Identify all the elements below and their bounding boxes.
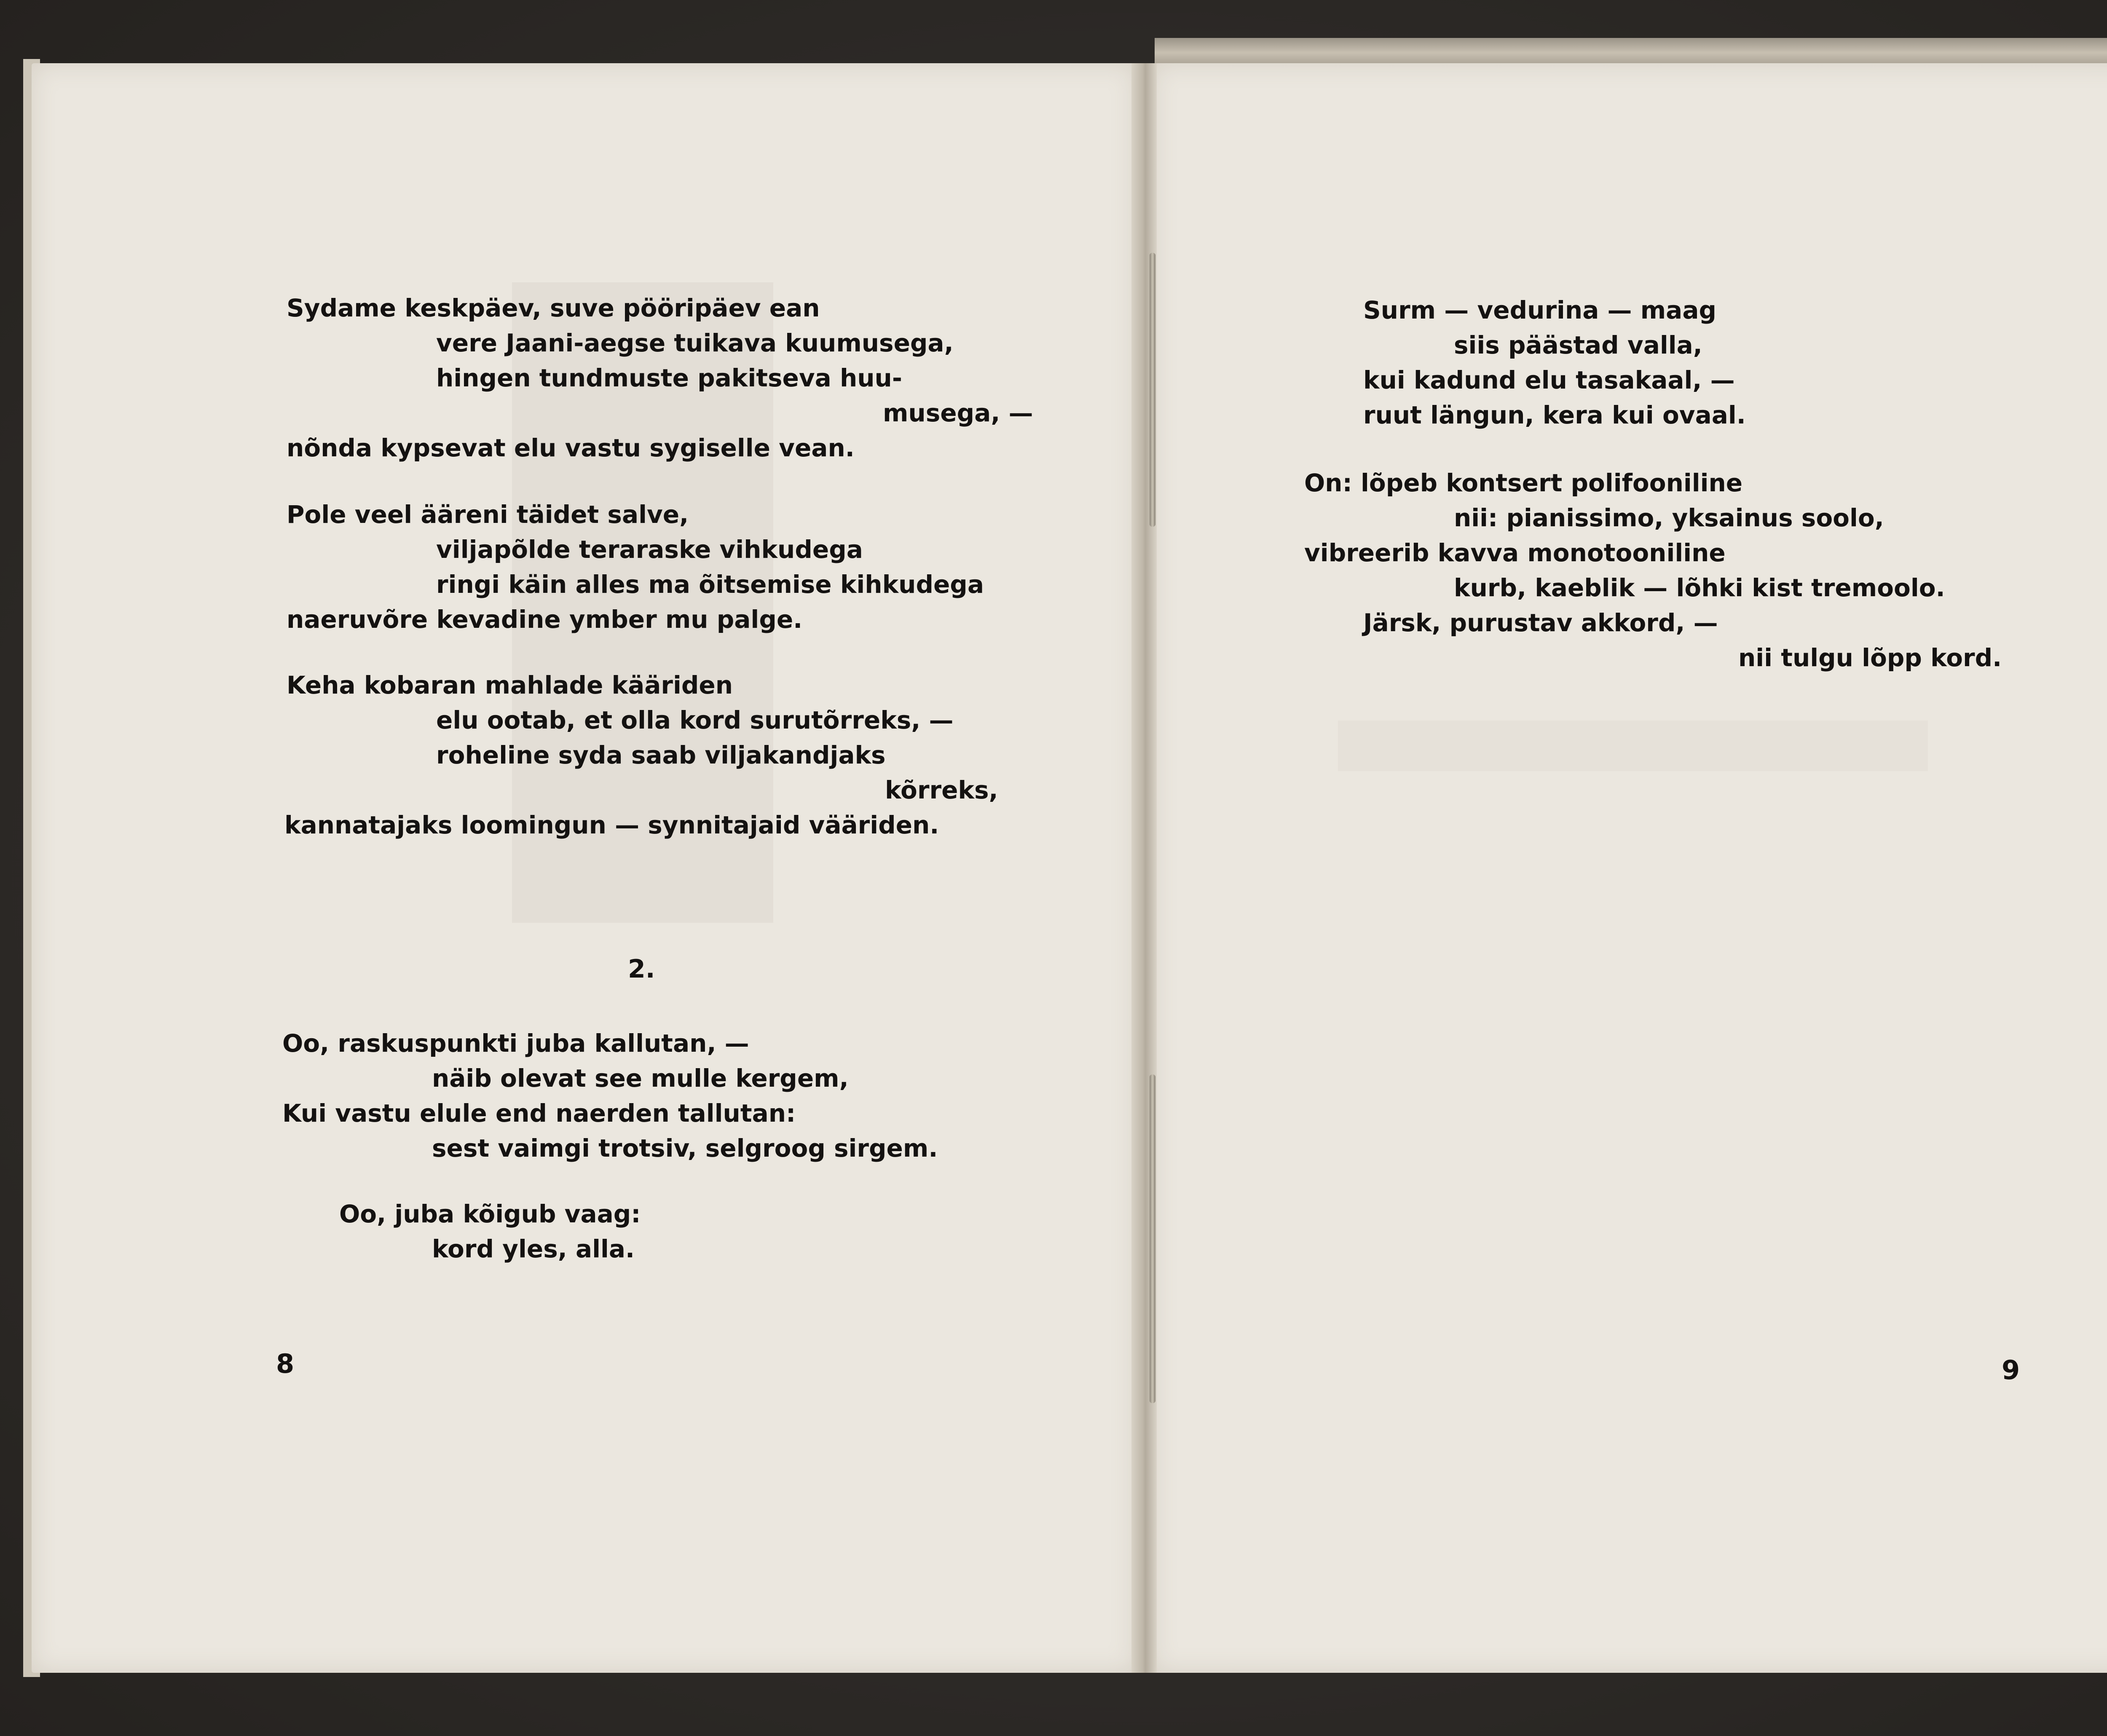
poem-line: nii: pianissimo, yksainus soolo,: [1454, 504, 1884, 532]
poem-line: vibreerib kavva monotooniline: [1304, 538, 1726, 567]
poem-line: Pole veel ääreni täidet salve,: [287, 500, 689, 529]
poem-line: Järsk, purustav akkord, —: [1363, 608, 1718, 637]
poem-line: kõrreks,: [885, 776, 998, 804]
show-through-heading: [1338, 721, 1928, 771]
poem-line: näib olevat see mulle kergem,: [432, 1064, 849, 1093]
poem-line: Kui vastu elule end naerden tallutan:: [282, 1099, 796, 1128]
poem-line: hingen tundmuste pakitseva huu-: [436, 364, 902, 392]
poem-line: ringi käin alles ma õitsemise kihkudega: [436, 570, 984, 599]
poem-line: roheline syda saab viljakandjaks: [436, 741, 886, 769]
poem-line: kurb, kaeblik — lõhki kist tremoolo.: [1454, 573, 1945, 602]
poem-line: Surm — vedurina — maag: [1363, 296, 1716, 324]
poem-line: kannatajaks loomingun — synnitajaid vääriden.: [284, 811, 939, 839]
section-number: 2.: [628, 954, 655, 984]
poem-line: On: lõpeb kontsert polifooniline: [1304, 469, 1743, 497]
poem-line: Oo, juba kõigub vaag:: [339, 1200, 641, 1228]
poem-line: Oo, raskuspunkti juba kallutan, —: [282, 1029, 749, 1058]
poem-line: kord yles, alla.: [432, 1235, 635, 1263]
poem-line: ruut längun, kera kui ovaal.: [1363, 401, 1746, 429]
poem-line: viljapõlde teraraske vihkudega: [436, 535, 863, 564]
poem-line: vere Jaani-aegse tuikava kuumusega,: [436, 329, 954, 357]
staple-bottom: [1150, 1074, 1155, 1403]
poem-line: naeruvõre kevadine ymber mu palge.: [287, 605, 803, 634]
poem-line: elu ootab, et olla kord surutõrreks, —: [436, 706, 954, 734]
poem-line: siis päästad valla,: [1454, 331, 1702, 359]
poem-line: nõnda kypsevat elu vastu sygiselle vean.: [287, 434, 855, 462]
poem-line: Keha kobaran mahlade kääriden: [287, 671, 733, 699]
poem-line: sest vaimgi trotsiv, selgroog sirgem.: [432, 1134, 938, 1163]
staple-top: [1150, 253, 1155, 527]
poem-line: musega, —: [883, 399, 1033, 427]
poem-line: nii tulgu lõpp kord.: [1738, 643, 2002, 672]
page-number-left: 8: [276, 1348, 295, 1379]
poem-line: Sydame keskpäev, suve pööripäev ean: [287, 294, 820, 322]
page-number-right: 9: [2002, 1355, 2020, 1385]
poem-line: kui kadund elu tasakaal, —: [1363, 366, 1735, 394]
